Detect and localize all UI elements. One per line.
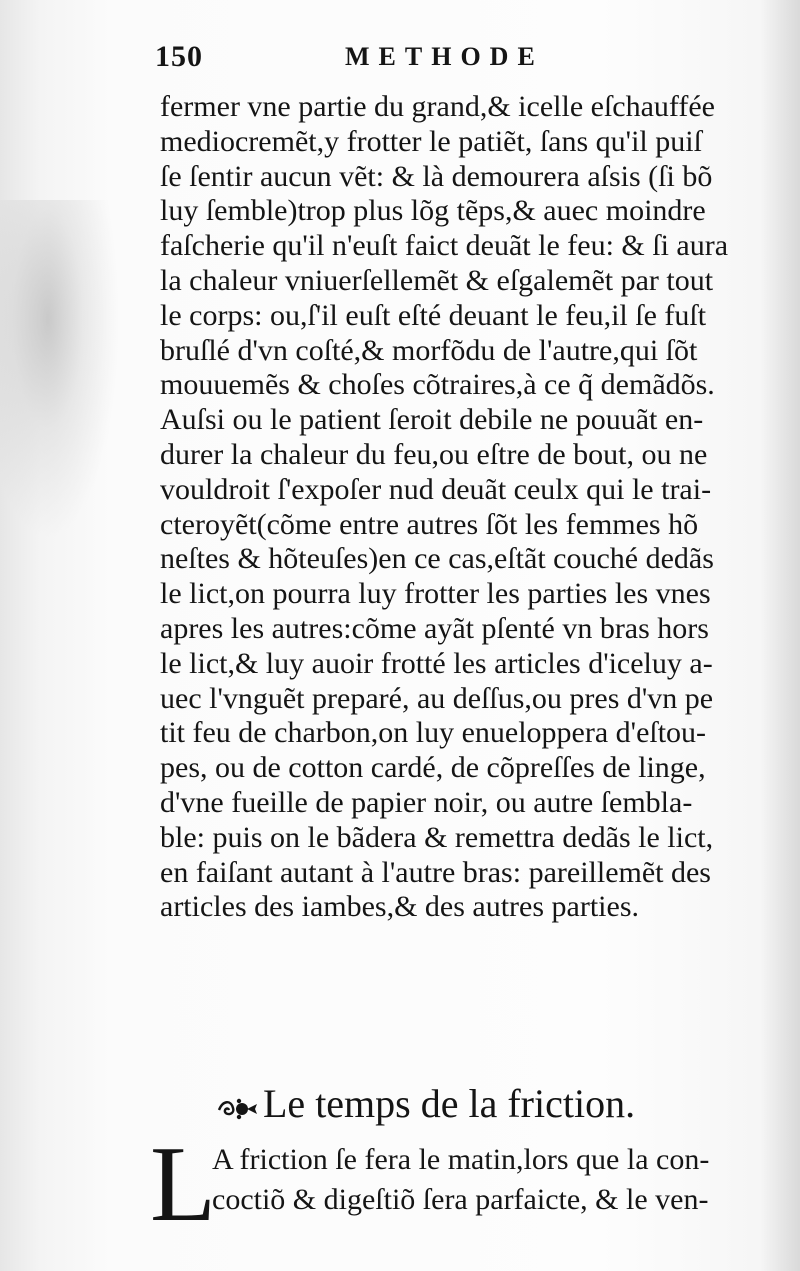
text-line: uec l'vnguẽt preparé, au deſſus,ou pres d'vn pe [160,681,714,715]
text-line: en faiſant autant à l'autre bras: pareillemẽt des [160,855,711,889]
ink-stain [0,200,120,540]
text-line: faſcherie qu'il n'euſt faict deuãt le feu: & ſi aura [160,229,729,263]
page-header [155,40,715,80]
running-head: METHODE [345,42,544,71]
section-title: Le temps de la friction. [263,1081,636,1126]
text-line: pes, ou de cotton cardé, de cõpreſſes de linge, [160,751,706,785]
text-line: mediocremẽt,y frotter le patiẽt, ſans qu'il puiſ [160,124,702,158]
text-line: articles des iambes,& des autres parties. [160,890,640,924]
page-number: 150 [155,40,203,73]
text-line: le lict,& luy auoir frotté les articles d'iceluy a- [160,646,713,680]
text-line: durer la chaleur du feu,ou eſtre de bout, ou ne [160,437,708,471]
section-heading [215,1080,755,1128]
text-line: A friction ſe fera le matin,lors que la con- [212,1143,710,1176]
text-line: d'vne fueille de papier noir, ou autre ſembla- [160,785,693,819]
text-line: la chaleur vniuerſellemẽt & eſgalemẽt par tout [160,263,714,297]
text-line: mouuemẽs & choſes cõtraires,à ce q̃ demãdõs. [160,368,715,402]
drop-cap: L [150,1125,216,1244]
text-line: fermer vne partie du grand,& icelle eſchauffée [160,90,715,123]
text-line: neſtes & hõteuſes)en ce cas,eſtãt couché dedãs [160,542,714,576]
section-paragraph [212,1140,772,1220]
text-line: apres les autres:cõme ayãt pſenté vn bras hors [160,611,709,645]
main-paragraph [160,90,770,925]
text-line: ble: puis on le bãdera & remettra dedãs le lict, [160,820,714,854]
text-line: le lict,on pourra luy frotter les parties les vnes [160,577,711,611]
text-line: bruſlé d'vn coſté,& morfõdu de l'autre,qui ſõt [160,333,698,367]
text-line: coctiõ & digeſtiõ ſera parfaicte, & le ven- [212,1183,709,1216]
text-line: vouldroit ſ'expoſer nud deuãt ceulx qui le trai- [160,472,712,506]
text-line: luy ſemble)trop plus lõg tẽps,& auec moindre [160,194,706,228]
text-line: le corps: ou,ſ'il euſt eſté deuant le feu,il ſe fuſt [160,298,707,332]
fleuron-ornament-icon [215,1094,259,1122]
text-line: Auſsi ou le patient ſeroit debile ne pouuãt en- [160,403,704,437]
text-line: tit feu de charbon,on luy enueloppera d'eſtou- [160,716,707,750]
text-line: ſe ſentir aucun vẽt: & là demourera aſsis (ſi bõ [160,159,713,193]
text-line: cteroyẽt(cõme entre autres ſõt les femmes hõ [160,507,699,541]
